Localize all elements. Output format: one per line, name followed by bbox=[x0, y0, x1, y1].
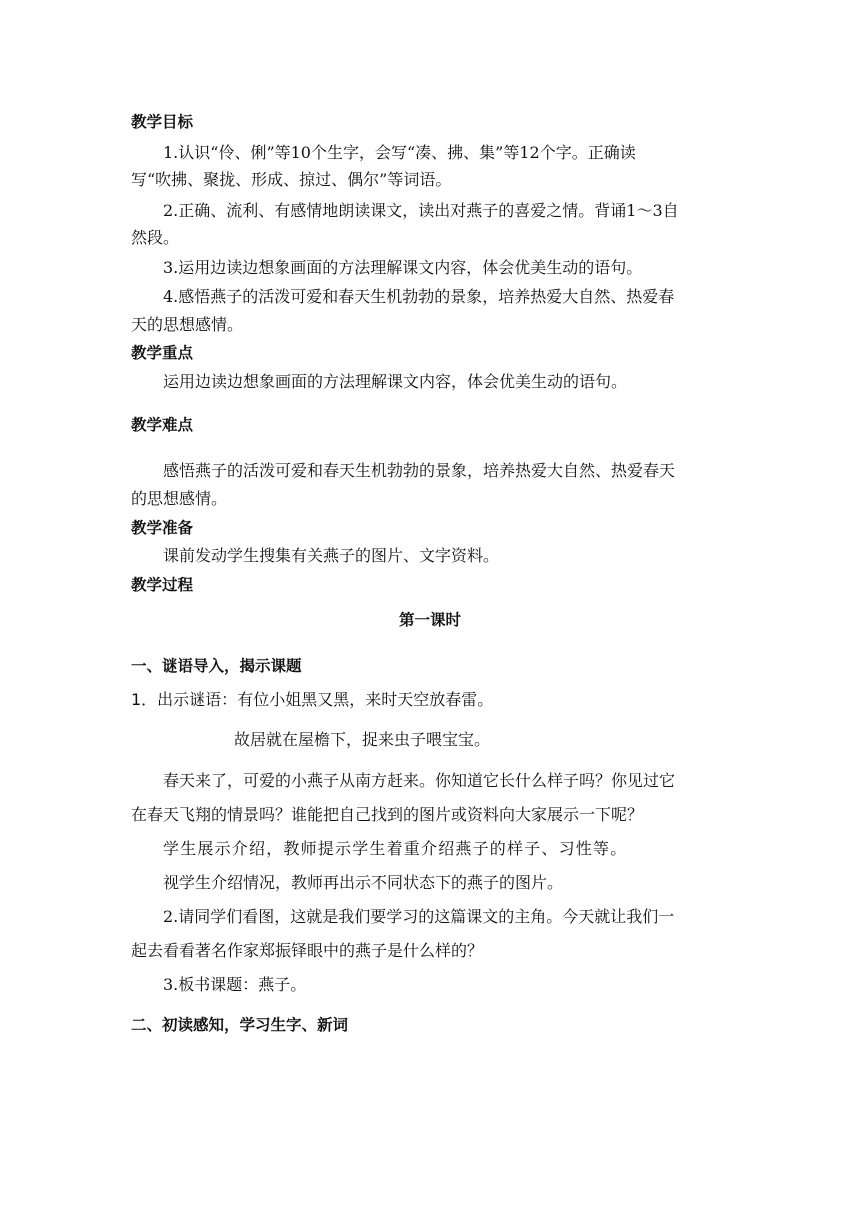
difficulties-line-1: 感悟燕子的活泼可爱和春天生机勃勃的景象，培养热爱大自然、热爱春天 bbox=[163, 461, 676, 480]
intro-paragraph-line-2: 在春天飞翔的情景吗？谁能把自己找到的图片或资料向大家展示一下呢？ bbox=[131, 805, 644, 824]
objective-1-line-2: 写“吹拂、聚拢、形成、掠过、偶尔”等词语。 bbox=[131, 170, 452, 189]
riddle-line-1: 有位小姐黑又黑，来时天空放春雷。 bbox=[237, 690, 494, 709]
objective-4-line-1: 4.感悟燕子的活泼可爱和春天生机勃勃的景象，培养热爱大自然、热爱春 bbox=[163, 287, 675, 306]
section-1-heading: 一、谜语导入，揭示课题 bbox=[131, 657, 302, 675]
step-2-line-1: 2.请同学们看图，这就是我们要学习的这篇课文的主角。今天就让我们一 bbox=[163, 907, 675, 926]
student-presentation-note: 学生展示介绍，教师提示学生着重介绍燕子的样子、习性等。 bbox=[163, 839, 628, 858]
key-points-heading: 教学重点 bbox=[131, 344, 194, 362]
preparation-heading: 教学准备 bbox=[131, 519, 194, 537]
objective-2-line-2: 然段。 bbox=[131, 228, 180, 247]
objective-3: 3.运用边读边想象画面的方法理解课文内容，体会优美生动的语句。 bbox=[163, 258, 643, 277]
key-points-text: 运用边读边想象画面的方法理解课文内容，体会优美生动的语句。 bbox=[163, 372, 628, 391]
objective-4-line-2: 天的思想感情。 bbox=[131, 315, 244, 334]
preparation-text: 课前发动学生搜集有关燕子的图片、文字资料。 bbox=[163, 546, 500, 565]
riddle-line-2: 故居就在屋檐下，捉来虫子喂宝宝。 bbox=[234, 730, 491, 749]
difficulties-line-2: 的思想感情。 bbox=[131, 489, 228, 508]
objective-2-line-1: 2.正确、流利、有感情地朗读课文，读出对燕子的喜爱之情。背诵1～3自 bbox=[163, 201, 679, 220]
intro-paragraph-line-1: 春天来了，可爱的小燕子从南方赶来。你知道它长什么样子吗？你见过它 bbox=[163, 771, 676, 790]
section-2-heading: 二、初读感知，学习生字、新词 bbox=[131, 1016, 349, 1034]
riddle-row bbox=[131, 690, 731, 710]
teacher-show-pictures-note: 视学生介绍情况，教师再出示不同状态下的燕子的图片。 bbox=[163, 873, 564, 892]
step-3-board-title: 3.板书课题：燕子。 bbox=[163, 975, 307, 994]
step-2-line-2: 起去看看著名作家郑振铎眼中的燕子是什么样的？ bbox=[131, 941, 484, 960]
objectives-heading: 教学目标 bbox=[131, 113, 194, 131]
difficulties-heading: 教学难点 bbox=[131, 416, 194, 434]
lesson-title: 第一课时 bbox=[398, 611, 461, 629]
riddle-label: 1．出示谜语： bbox=[131, 690, 238, 709]
objective-1-line-1: 1.认识“伶、俐”等10个生字，会写“凑、拂、集”等12个字。正确读 bbox=[163, 143, 636, 162]
process-heading: 教学过程 bbox=[131, 576, 194, 594]
